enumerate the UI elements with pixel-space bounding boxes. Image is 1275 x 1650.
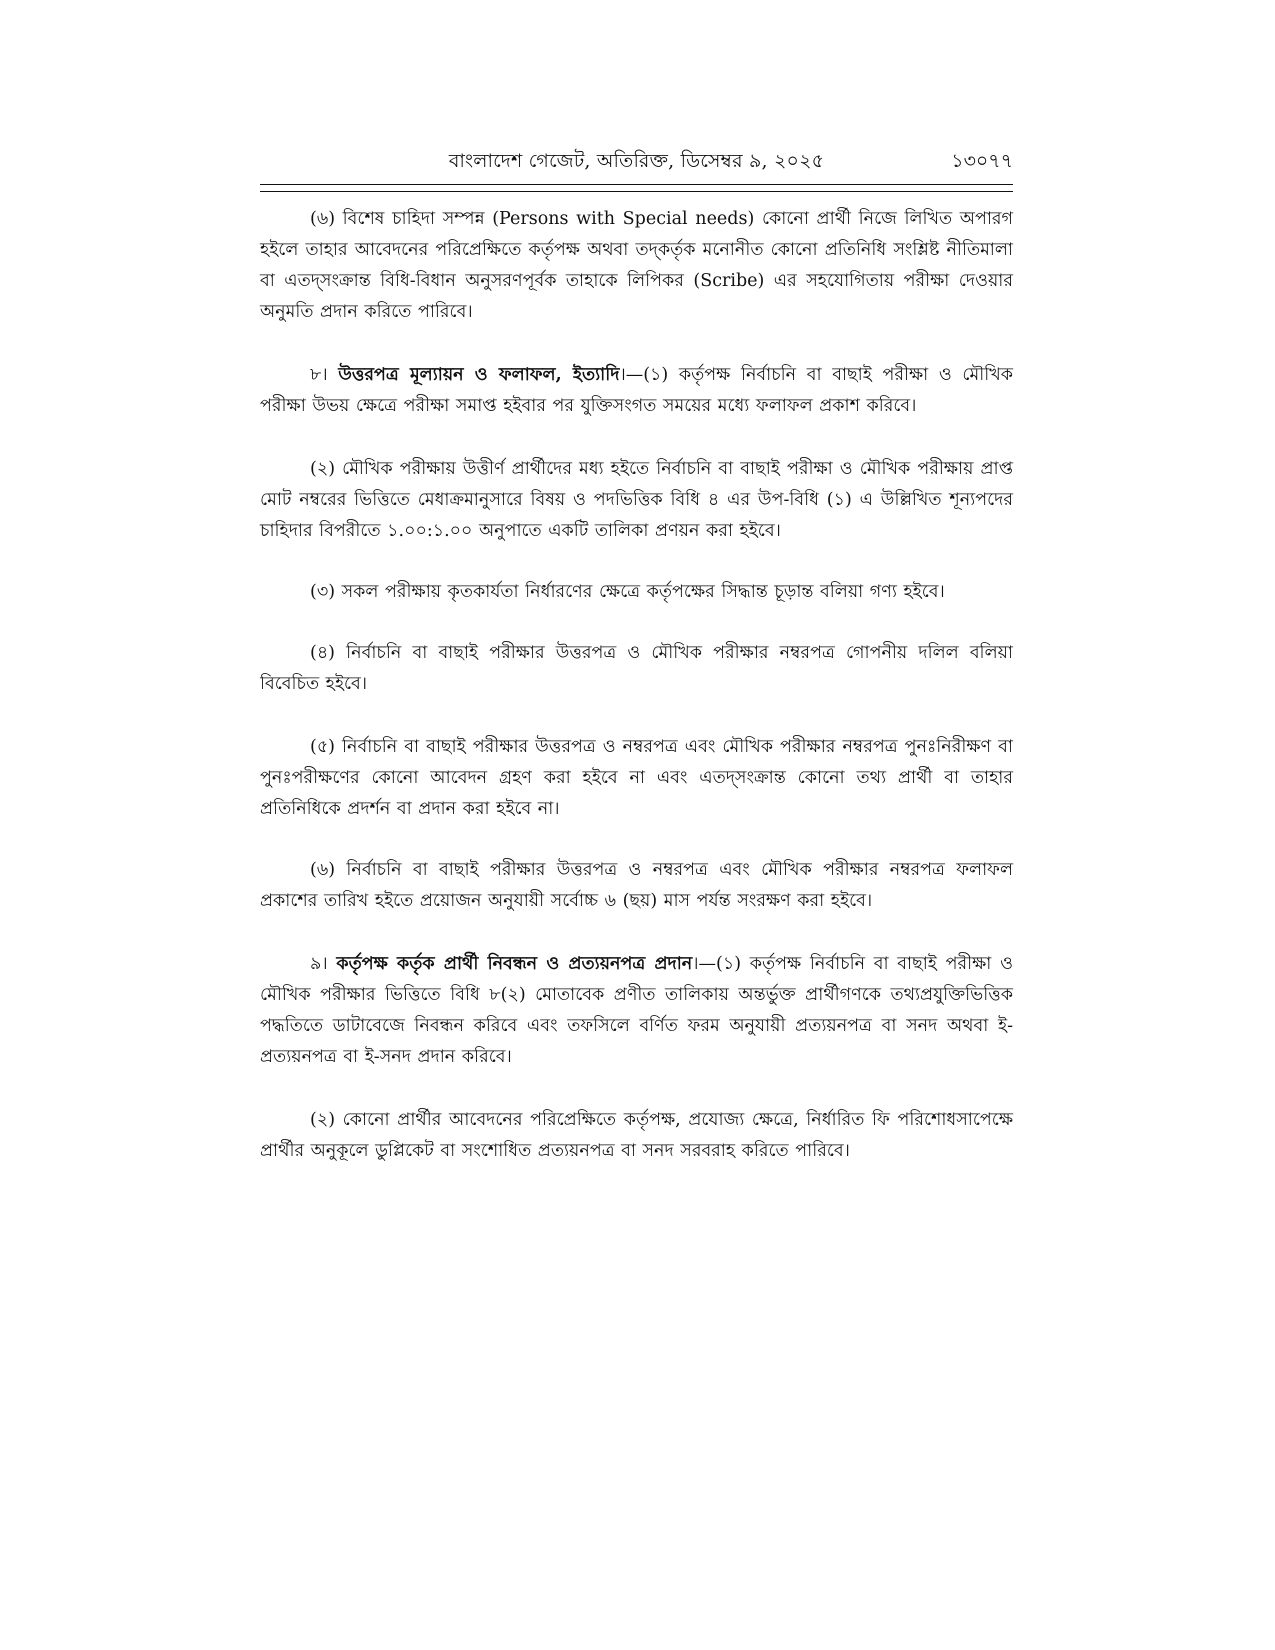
- paragraph-8-5: (৫) নির্বাচনি বা বাছাই পরীক্ষার উত্তরপত্র ও নম্বরপত্র এবং মৌখিক পরীক্ষার নম্বরপত্র পুনঃনিরীক্ষণ বা পুনঃপরীক্ষণের কোনো আবেদন গ্রহণ করা হইবে না এবং এতদ্‌সংক্রান্ত কোনো তথ্য প্রার্থী বা তাহার প্রতিনিধিকে প্রদর্শন বা প্রদান করা হইবে না।: [260, 737, 1013, 819]
- paragraph-9-1: [260, 949, 1013, 1073]
- section-number-9: ৯।: [310, 954, 328, 974]
- section-heading-8: উত্তরপত্র মূল্যায়ন ও ফলাফল, ইত্যাদি: [338, 365, 620, 385]
- paragraph-8-1: [260, 360, 1013, 422]
- paragraph-8-4: (৪) নির্বাচনি বা বাছাই পরীক্ষার উত্তরপত্র ও মৌখিক পরীক্ষার নম্বরপত্র গোপনীয় দলিল বলিয়া বিবেচিত হইবে।: [260, 643, 1013, 694]
- paragraph-9-2: (২) কোনো প্রার্থীর আবেদনের পরিপ্রেক্ষিতে কর্তৃপক্ষ, প্রযোজ্য ক্ষেত্রে, নির্ধারিত ফি পরিশোধসাপেক্ষে প্রার্থীর অনুকূলে ডুপ্লিকেট বা সংশোধিত প্রত্যয়নপত্র বা সনদ সরবরাহ করিতে পারিবে।: [260, 1110, 1013, 1161]
- section-number-8: ৮।: [310, 365, 328, 385]
- paragraph-8-2: (২) মৌখিক পরীক্ষায় উত্তীর্ণ প্রার্থীদের মধ্য হইতে নির্বাচনি বা বাছাই পরীক্ষা ও মৌখিক পরীক্ষায় প্রাপ্ত মোট নম্বরের ভিত্তিতে মেধাক্রমানুসারে বিষয় ও পদভিত্তিক বিধি ৪ এর উপ-বিধি (১) এ উল্লিখিত শূন্যপদের চাহিদার বিপরীতে ১.০০:১.০০ অনুপাতে একটি তালিকা প্রণয়ন করা হইবে।: [260, 459, 1013, 541]
- page-number: ১৩০৭৭: [951, 150, 1013, 172]
- page-header: [260, 148, 1013, 178]
- gazette-page: [260, 148, 1013, 1167]
- header-double-rule: [260, 184, 1013, 192]
- paragraph-8-6: (৬) নির্বাচনি বা বাছাই পরীক্ষার উত্তরপত্র ও নম্বরপত্র এবং মৌখিক পরীক্ষার নম্বরপত্র ফলাফল প্রকাশের তারিখ হইতে প্রয়োজন অনুযায়ী সর্বোচ্চ ৬ (ছয়) মাস পর্যন্ত সংরক্ষণ করা হইবে।: [260, 860, 1013, 911]
- section-heading-9: কর্তৃপক্ষ কর্তৃক প্রার্থী নিবন্ধন ও প্রত্যয়নপত্র প্রদান: [336, 954, 693, 974]
- document-body: [260, 204, 1013, 1167]
- section-text-8-1: ।—(১) কর্তৃপক্ষ নির্বাচনি বা বাছাই পরীক্ষা ও মৌখিক পরীক্ষা উভয় ক্ষেত্রে পরীক্ষা সমাপ্ত হইবার পর যুক্তিসংগত সময়ের মধ্যে ফলাফল প্রকাশ করিবে।: [260, 365, 1013, 416]
- section-text-9-1: ।—(১) কর্তৃপক্ষ নির্বাচনি বা বাছাই পরীক্ষা ও মৌখিক পরীক্ষার ভিত্তিতে বিধি ৮(২) মোতাবেক প্রণীত তালিকায় অন্তর্ভুক্ত প্রার্থীগণকে তথ্যপ্রযুক্তিভিত্তিক পদ্ধতিতে ডাটাবেজে নিবন্ধন করিবে এবং তফসিলে বর্ণিত ফরম অনুযায়ী প্রত্যয়নপত্র বা সনদ অথবা ই-প্রত্যয়নপত্র বা ই-সনদ প্রদান করিবে।: [260, 954, 1013, 1067]
- paragraph-7-6: (৬) বিশেষ চাহিদা সম্পন্ন (Persons with Special needs) কোনো প্রার্থী নিজে লিখিত অপারগ হইলে তাহার আবেদনের পরিপ্রেক্ষিতে কর্তৃপক্ষ অথবা তদ্‌কর্তৃক মনোনীত কোনো প্রতিনিধি সংশ্লিষ্ট নীতিমালা বা এতদ্‌সংক্রান্ত বিধি-বিধান অনুসরণপূর্বক তাহাকে লিপিকর (Scribe) এর সহযোগিতায় পরীক্ষা দেওয়ার অনুমতি প্রদান করিতে পারিবে।: [260, 209, 1013, 322]
- paragraph-8-3: (৩) সকল পরীক্ষায় কৃতকার্যতা নির্ধারণের ক্ষেত্রে কর্তৃপক্ষের সিদ্ধান্ত চূড়ান্ত বলিয়া গণ্য হইবে।: [310, 582, 945, 602]
- gazette-title: বাংলাদেশ গেজেট, অতিরিক্ত, ডিসেম্বর ৯, ২০২৫: [448, 150, 825, 172]
